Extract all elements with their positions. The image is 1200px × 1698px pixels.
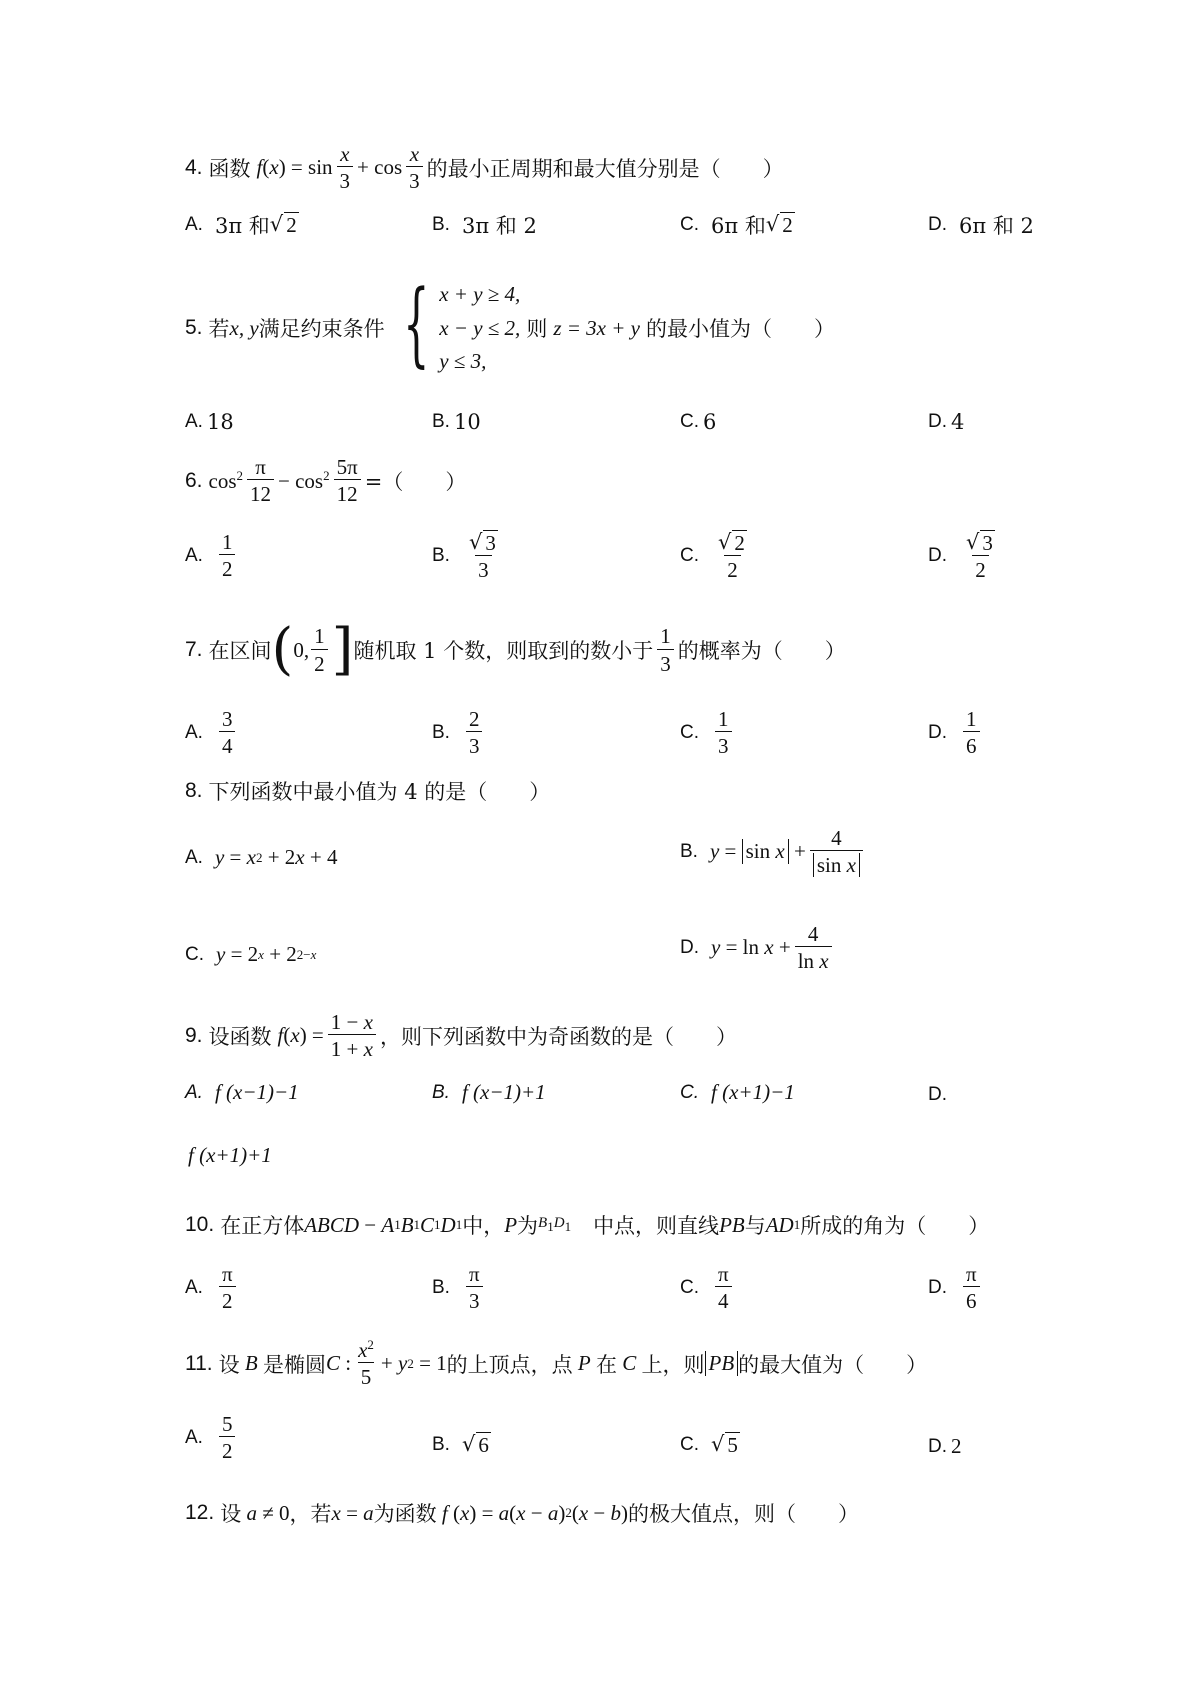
option-d[interactable]: D. <box>928 1084 947 1105</box>
option-c[interactable]: C. 6 <box>680 410 717 434</box>
question-number: 11. <box>185 1351 213 1375</box>
option-b[interactable]: B. 3π 和 2 <box>432 214 537 238</box>
question-4: 4. 函数 f ( x ) = sin $\frac{x}{3}$ + cos $\frac{x}{3}$ 的最小正周期和最大值分别是（ ） <box>185 142 784 194</box>
sqrt: √ 2 <box>269 212 297 237</box>
option-b[interactable]: B. $\frac{\pi}{3}$ <box>432 1262 487 1313</box>
question-number: 9. <box>185 1023 203 1047</box>
option-c[interactable]: C. $\frac{\pi}{4}$ <box>680 1262 736 1313</box>
option-d[interactable]: D. y = ln x + $\frac{4}{\text{ln x}}$ <box>680 922 836 973</box>
question-lead: 函数 <box>208 156 251 181</box>
option-b[interactable]: B. $\frac{2}{3}$ <box>432 707 486 758</box>
fraction: $\frac{\pi}{12}$ <box>247 455 274 506</box>
fraction: $\frac{5\pi}{12}$ <box>334 455 361 506</box>
question-8: 8. 下列函数中最小值为 4 的是（ ） <box>185 779 551 804</box>
option-c[interactable]: C. $\frac{1}{3}$ <box>680 707 736 758</box>
option-a[interactable]: A. $\frac{5}{2}$ <box>185 1412 239 1463</box>
option-b[interactable]: B. 10 <box>432 410 481 434</box>
formula: f <box>256 155 263 180</box>
fraction: $\frac{x}{3}$ <box>337 142 354 193</box>
fraction: $\frac{x}{3}$ <box>406 142 423 193</box>
option-a[interactable]: A. y = x 2 + 2 x + 4 <box>185 845 338 869</box>
option-d[interactable]: D. 6π 和 2 <box>928 214 1034 238</box>
question-number: 5. <box>185 316 203 340</box>
option-d-formula: f (x+1)+1 <box>188 1143 272 1167</box>
option-d[interactable]: D. 4 <box>928 410 965 434</box>
question-number: 6. <box>185 468 203 492</box>
sqrt: √ 2 <box>765 212 793 237</box>
question-number: 10. <box>185 1213 215 1236</box>
question-5: 5. 若 x, y 满足约束条件 { x + y ≥ 4, x − y ≤ 2, y ≤ 3, 则 z = 3x + y 的最小值为（ ） <box>185 270 835 377</box>
option-c[interactable]: C. √ 2 2 <box>680 530 745 583</box>
option-a[interactable]: A. 3π 和 √ 2 <box>185 212 297 238</box>
option-a[interactable]: A. $\frac{3}{4}$ <box>185 707 239 758</box>
option-c[interactable]: C. y = 2 x + 2 2−x <box>185 942 317 966</box>
option-a[interactable]: A. 18 <box>185 410 234 434</box>
constraint-system: { x + y ≥ 4, x − y ≤ 2, y ≤ 3, <box>402 270 521 377</box>
option-c[interactable]: C. √ 5 <box>680 1432 738 1457</box>
question-11: 11. 设 B 是椭圆 C : $\frac{x^2}{5}$ + y 2 = 1 的上顶点，点 P 在 C 上，则 PB 的最大值为（ ） <box>185 1337 928 1390</box>
option-a[interactable]: A. f (x−1)−1 <box>185 1080 299 1104</box>
option-a[interactable]: A. $\frac{1}{2}$ <box>185 530 239 581</box>
option-d[interactable]: D. $\frac{\pi}{6}$ <box>928 1262 984 1313</box>
question-tail: 的最小正周期和最大值分别是（ ） <box>426 156 784 181</box>
option-b[interactable]: B. y = sin x + $\frac{4}{\text{sin x}}$ <box>680 826 867 877</box>
question-6: 6. $\cos^2$ $\frac{\pi}{12}$ − $\cos^2$ $\frac{5\pi}{12}$ =（ ） <box>185 455 467 507</box>
question-number: 12. <box>185 1501 215 1524</box>
option-a[interactable]: A. $\frac{\pi}{2}$ <box>185 1262 240 1313</box>
question-10: 10. 在正方体 ABCD − A 1 B 1 C 1 D 1 中， P 为 $B_1D_1$ 中点，则直线 PB 与 AD 1 所成的角为（ ） <box>185 1212 990 1238</box>
question-7: 7. 在区间 ( 0, $\frac{1}{2}$ ] 随机取 1 个数，则取到的数小于 $\frac{1}{3}$ 的概率为（ ） <box>185 617 846 682</box>
option-c[interactable]: C. f (x+1)−1 <box>680 1080 795 1104</box>
question-12: 12. 设 a ≠ 0 ，若 x = a 为函数 f ( x ) = a ( x − a ) 2 ( x − b ) 的极大值点，则（ ） <box>185 1500 860 1526</box>
question-9: 9. 设函数 f ( x ) = $\frac{1 - x}{1 + x}$ ，则下列函数中为奇函数的是（ ） <box>185 1010 737 1062</box>
question-number: 7. <box>185 638 203 661</box>
option-b[interactable]: B. √ 6 <box>432 1432 489 1457</box>
option-b[interactable]: B. f (x−1)+1 <box>432 1080 546 1104</box>
option-d[interactable]: D. √ 3 2 <box>928 530 993 583</box>
option-d[interactable]: D. 2 <box>928 1434 962 1458</box>
question-number: 8. <box>185 779 203 802</box>
question-number: 4. <box>185 155 203 179</box>
option-c[interactable]: C. 6π 和 √ 2 <box>680 212 793 238</box>
option-b[interactable]: B. √ 3 3 <box>432 530 496 583</box>
option-d[interactable]: D. $\frac{1}{6}$ <box>928 707 984 758</box>
